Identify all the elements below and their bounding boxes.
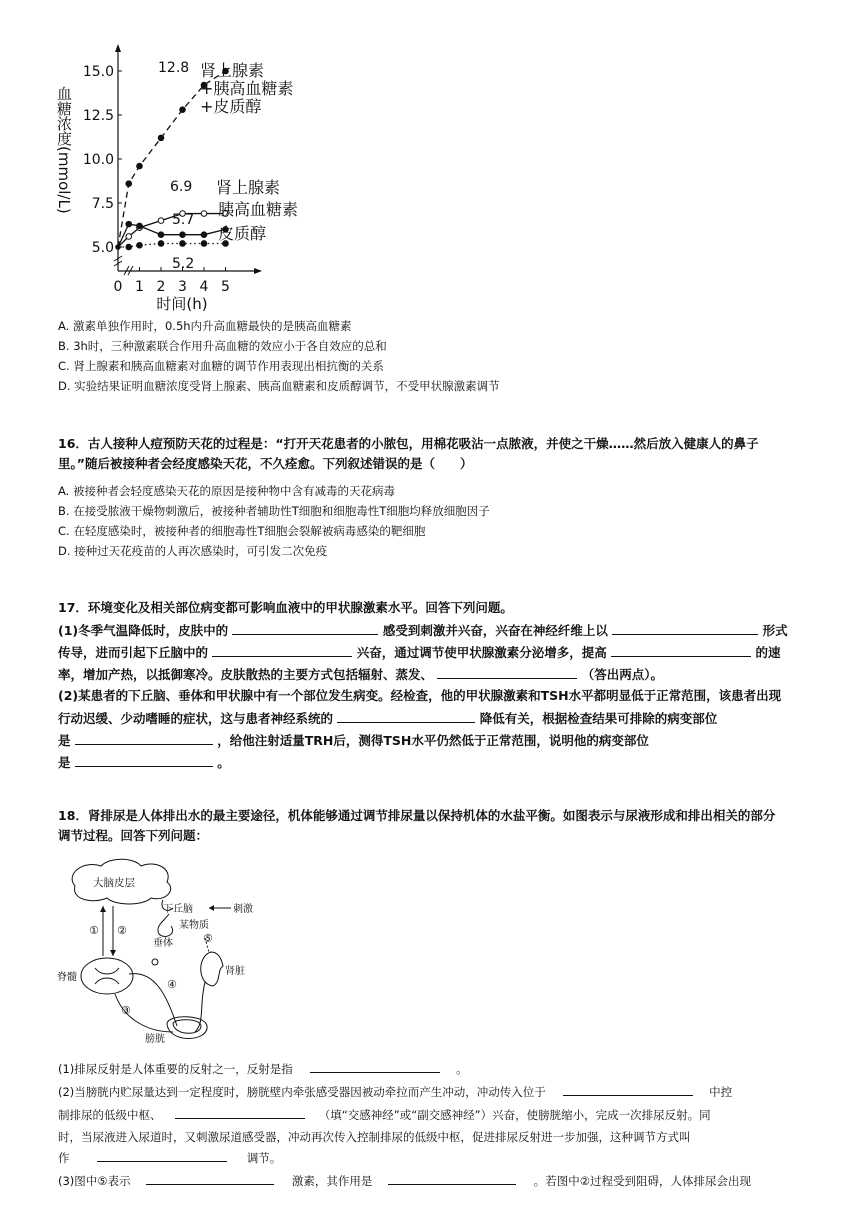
q17-p1-text-c: 形式 (762, 623, 788, 638)
label-3: ③ (121, 1004, 131, 1017)
chart-labels (55, 60, 298, 313)
q16-option-d: D. 接种过天花疫苗的人再次感染时，可引发二次免疫 (58, 544, 328, 558)
series-1-annotation: 6.9 (170, 179, 193, 195)
q18-p1-text-b: 。 (456, 1062, 468, 1076)
series-2-point (126, 221, 132, 227)
y-tick-label: 7.5 (91, 196, 114, 212)
pituitary-shape (158, 914, 173, 936)
q18-p2-line4 (58, 1147, 281, 1168)
q18-p2-line2 (58, 1104, 711, 1125)
synapse-dot (152, 959, 158, 965)
series-3-annotation: 5.2 (172, 256, 195, 272)
origin-point (115, 244, 121, 250)
series-3-point (158, 241, 164, 247)
series-1-point (126, 234, 132, 240)
q17-p1-line2 (58, 642, 780, 663)
q18-answer-blank-1[interactable] (310, 1058, 440, 1073)
q16-option-c: C. 在轻度感染时，被接种者的细胞毒性T细胞会裂解被病毒感染的靶细胞 (58, 524, 426, 538)
q15-option-d: D. 实验结果证明血糖浓度受肾上腺素、胰高血糖素和皮质醇调节，不受甲状腺激素调节 (58, 379, 500, 393)
series-1-name: 肾上腺素 (216, 178, 281, 197)
q17-answer-blank-8[interactable] (75, 752, 213, 767)
kidney-label: 肾脏 (225, 966, 245, 977)
q17-p2-line1: (2)某患者的下丘脑、垂体和甲状腺中有一个部位发生病变。经检查，他的甲状腺激素和TSH水平都明显低于正常范围，该患者出现 (58, 688, 782, 703)
q17-p2-text-g: 。 (217, 755, 230, 770)
q17-answer-blank-7[interactable] (75, 730, 213, 745)
q17-p2-line3 (58, 730, 649, 751)
q17-answer-blank-3[interactable] (212, 642, 352, 657)
series-3-point (180, 241, 186, 247)
stimulus-arrowhead (209, 905, 214, 911)
substance-label: 某物质 (179, 920, 209, 931)
y-axis-arrow (115, 44, 121, 52)
series-3-point (201, 241, 207, 247)
x-tick-label: 0 (113, 279, 123, 295)
series-0-name: +皮质醇 (200, 97, 262, 116)
q17-p2-text-c: 降低有关，根据检查结果可排除的病变部位 (479, 711, 718, 726)
series-0-name: 肾上腺素 (200, 61, 265, 80)
q17-p1-text-h: （答出两点）。 (581, 667, 663, 682)
q17-p2-line2 (58, 708, 717, 729)
q17-answer-blank-6[interactable] (337, 708, 475, 723)
q17-p2-line4 (58, 752, 230, 773)
series-1-point (158, 218, 164, 224)
q18-p2-text-d: （填“交感神经”或“副交感神经”）兴奋，使膀胱缩小，完成一次排尿反射。同 (318, 1108, 711, 1122)
q18-answer-blank-4[interactable] (97, 1147, 227, 1162)
q17-answer-blank-5[interactable] (437, 664, 577, 679)
arrow-1-head (100, 906, 106, 912)
series-3-point (126, 244, 132, 250)
q17-p2-text-e: ，给他注射适量TRH后，测得TSH水平仍然低于正常范围，说明他的病变部位 (217, 733, 649, 748)
y-tick-label: 5.0 (91, 240, 114, 256)
stimulus-label: 刺激 (233, 904, 253, 915)
y-axis-label: 血糖浓度(mmol/L) (55, 86, 73, 214)
q18-p2-text-c: 制排尿的低级中枢、 (58, 1108, 162, 1122)
q18-p2-text-a: (2)当膀胱内贮尿量达到一定程度时，膀胱壁内牵张感受器因被动牵拉而产生冲动，冲动传入位于 (58, 1085, 546, 1099)
q18-p3-text-b: 激素，其作用是 (291, 1174, 373, 1188)
q17-p1-text-f: 的速 (755, 645, 781, 660)
x-tick-label: 2 (156, 279, 166, 295)
spinal-cord-shape (81, 958, 133, 994)
q15-option-a: A. 激素单独作用时，0.5h内升高血糖最快的是胰高血糖素 (58, 319, 352, 333)
x-tick-label: 4 (199, 279, 209, 295)
y-tick-label: 10.0 (82, 152, 114, 168)
q17-stem: 17．环境变化及相关部位病变都可影响血液中的甲状腺激素水平。回答下列问题。 (58, 600, 513, 615)
bladder-label: 膀胱 (145, 1034, 165, 1045)
series-0-point (126, 181, 132, 187)
q17-answer-blank-4[interactable] (611, 642, 751, 657)
q16-stem-line1: 16．古人接种人痘预防天花的过程是：“打开天花患者的小脓包，用棉花吸沾一点脓液，并使之干燥……然后放入健康人的鼻子 (58, 436, 759, 451)
spinal-cord-label: 脊髓 (57, 972, 77, 983)
series-2-annotation: 5.7 (172, 212, 195, 228)
q17-p1-text-d: 传导，进而引起下丘脑中的 (58, 645, 209, 660)
q15-option-c: C. 肾上腺素和胰高血糖素对血糖的调节作用表现出相抗衡的关系 (58, 359, 384, 373)
q17-answer-blank-2[interactable] (612, 620, 758, 635)
q18-p2-text-f: 作 (58, 1151, 70, 1165)
series-2-name: 胰高血糖素 (218, 200, 299, 219)
x-axis-label: 时间(h) (156, 295, 208, 313)
q18-answer-blank-5[interactable] (146, 1170, 274, 1185)
q17-answer-blank-1[interactable] (232, 620, 378, 635)
q15-option-b: B. 3h时，三种激素联合作用升高血糖的效应小于各自效应的总和 (58, 339, 387, 353)
q18-p3-text-a: (3)图中⑤表示 (58, 1174, 131, 1188)
series-0-annotation: 12.8 (158, 60, 190, 76)
urination-regulation-diagram (55, 856, 305, 1056)
q17-p1-text-a: (1)冬季气温降低时，皮肤中的 (58, 623, 229, 638)
x-axis-arrow (254, 268, 262, 274)
q18-stem-line2: 调节过程。回答下列问题： (58, 828, 209, 843)
x-tick-label: 3 (178, 279, 187, 295)
q18-p2-line1 (58, 1081, 732, 1102)
hypothalamus-label: 下丘脑 (163, 904, 193, 915)
q17-p1-text-b: 感受到刺激并兴奋，兴奋在神经纤维上以 (382, 623, 608, 638)
q17-p1-line3 (58, 664, 663, 685)
pituitary-label: 垂体 (153, 938, 173, 949)
series-0-point (180, 107, 186, 113)
q18-answer-blank-6[interactable] (388, 1170, 516, 1185)
series-0-point (137, 163, 143, 169)
series-1-point (201, 211, 207, 217)
spinal-cord-grey-matter (95, 968, 119, 984)
q18-p2-text-g: 调节。 (246, 1151, 282, 1165)
q18-p2-text-b: 中控 (709, 1085, 733, 1099)
q18-p2-line3: 时，当尿液进入尿道时，又刺激尿道感受器，冲动再次传入控制排尿的低级中枢，促进排尿反射进一步加强，这种调节方式叫 (58, 1130, 691, 1144)
q16-option-a: A. 被接种者会轻度感染天花的原因是接种物中含有减毒的天花病毒 (58, 484, 395, 498)
q17-p1-line1 (58, 620, 788, 641)
y-tick-label: 12.5 (82, 108, 114, 124)
q17-p1-text-g: 率，增加产热，以抵御寒冷。皮肤散热的主要方式包括辐射、蒸发、 (58, 667, 434, 682)
series-0-point (158, 135, 164, 141)
y-tick-label: 15.0 (82, 64, 114, 80)
q17-p2-text-b: 行动迟缓、少动嗜睡的症状，这与患者神经系统的 (58, 711, 334, 726)
series-2-point (201, 232, 207, 238)
q18-p3-text-c: 。若图中②过程受到阻碍，人体排尿会出现 (533, 1174, 752, 1188)
label-4: ④ (167, 978, 177, 991)
blood-glucose-chart (50, 40, 350, 315)
cortex-label: 大脑皮层 (93, 877, 135, 889)
q16-stem-line2: 里。”随后被接种者会经度感染天花，不久痊愈。下列叙述错误的是（ ） (58, 456, 473, 471)
ureter (195, 982, 205, 1032)
q18-stem-line1: 18．肾排尿是人体排出水的最主要途径，机体能够通过调节排尿量以保持机体的水盐平衡。如图表示与尿液形成和排出相关的部分 (58, 808, 776, 823)
q17-p2-text-f: 是 (58, 755, 71, 770)
arrow-2-head (110, 950, 116, 956)
series-line-3 (118, 243, 226, 247)
q17-p2-text-d: 是 (58, 733, 71, 748)
label-5: ⑤ (203, 932, 213, 945)
q16-option-b: B. 在接受脓液干燥物刺激后，被接种者辅助性T细胞和细胞毒性T细胞均释放细胞因子 (58, 504, 490, 518)
label-2: ② (117, 924, 127, 937)
q18-answer-blank-3[interactable] (175, 1104, 305, 1119)
series-2-point (180, 232, 186, 238)
x-tick-label: 1 (135, 279, 144, 295)
series-3-name: 皮质醇 (218, 224, 267, 243)
label-1: ① (89, 924, 99, 937)
q18-p1 (58, 1058, 468, 1079)
series-2-point (137, 223, 143, 229)
bladder-inner (173, 1020, 201, 1034)
q17-p1-text-e: 兴奋，通过调节使甲状腺激素分泌增多，提高 (356, 645, 607, 660)
series-3-point (137, 242, 143, 248)
series-2-point (158, 232, 164, 238)
q18-p1-text-a: (1)排尿反射是人体重要的反射之一，反射是指 (58, 1062, 293, 1076)
kidney-shape (201, 952, 223, 986)
series-0-name: +胰高血糖素 (200, 79, 294, 98)
q18-p3 (58, 1170, 751, 1191)
q18-answer-blank-2[interactable] (563, 1081, 693, 1096)
x-tick-label: 5 (221, 279, 230, 295)
